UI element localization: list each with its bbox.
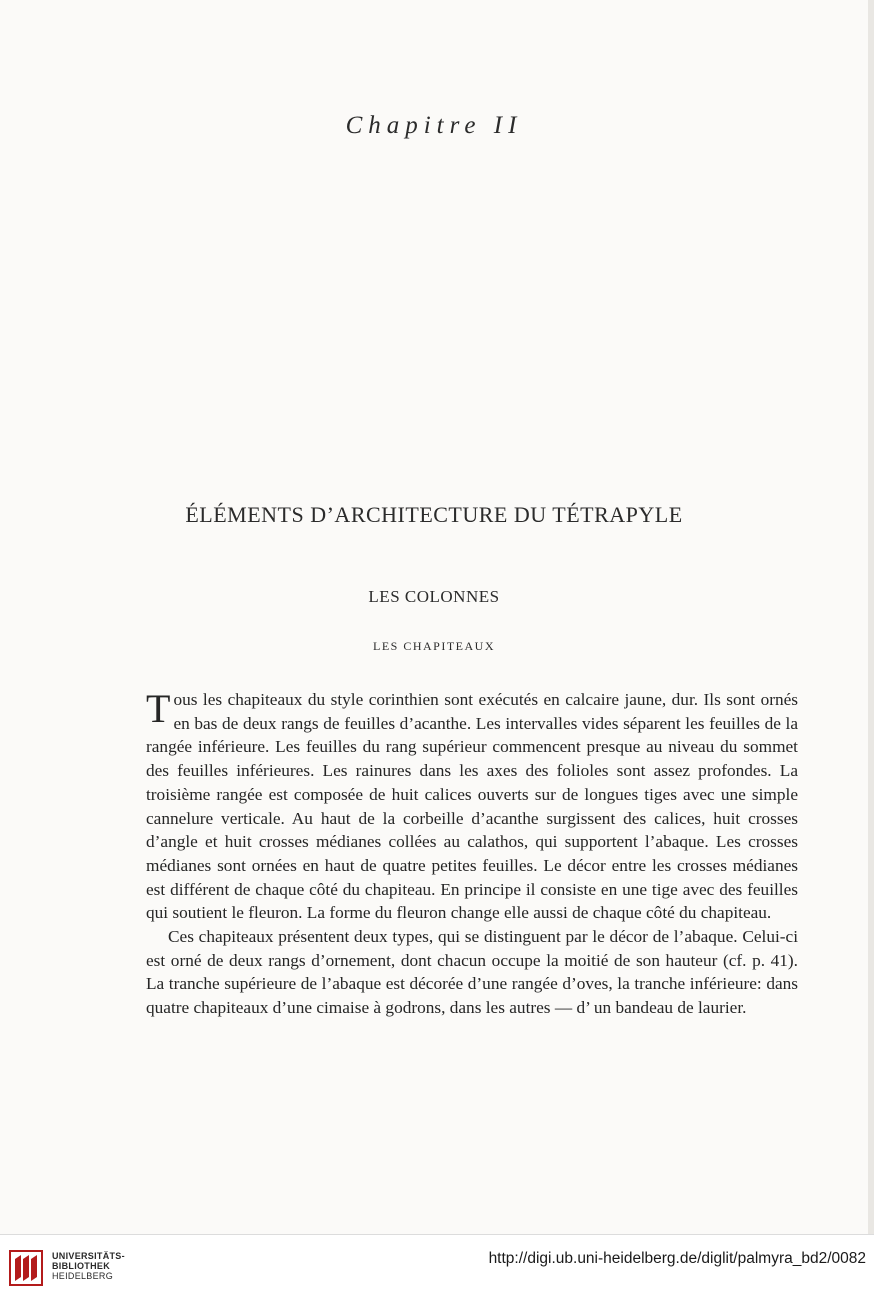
paragraph-2-text: Ces chapiteaux présentent deux types, qui se distinguent par le décor de l’abaque. Celui-ci est orné de deux rangs d’ornement, dont chacun occupe la moitié de son hauteur (cf. p. 41). La tranche supérieure de l’abaque est décorée d’une rangée d’oves, la tranche inférieure: dans quatre chapiteaux d’une cimaise à godrons, dans les autres — d’ un bandeau de laurier.	[146, 927, 798, 1018]
body-text	[146, 688, 798, 1020]
paragraph-1-text: ous les chapiteaux du style corinthien sont exécutés en calcaire jaune, dur. Ils sont ornés en bas de deux rangs de feuilles d’acanthe. Les intervalles vides séparent les feuilles de la rangée inférieure. Les feuilles du rang supérieur commencent presque au niveau du sommet des feuilles inférieures. Les rainures dans les axes des folioles sont assez profondes. La troisième rangée est composée de huit calices ouverts sur de longues tiges avec une simple cannelure verticale. Au haut de la corbeille d’acanthe surgissent des calices, huit crosses d’angle et huit crosses médianes collées au calathos, qui supportent l’abaque. Les crosses médianes sont ornées en haut de quatre petites feuilles. Le décor entre les crosses médianes est différent de chaque côté du chapiteau. En principe il consiste en une tige avec des feuilles qui soutient le fleuron. La forme du fleuron change elle aussi de chaque côté du chapiteau.	[146, 690, 798, 923]
subsection-title: LES COLONNES	[368, 587, 500, 606]
paragraph-2	[146, 925, 798, 1020]
heidelberg-library-logo-icon[interactable]	[8, 1249, 44, 1287]
library-line-3: HEIDELBERG	[52, 1271, 114, 1281]
library-name	[52, 1251, 125, 1281]
drop-cap: T	[146, 686, 171, 731]
subsubsection-title: LES CHAPITEAUX	[373, 639, 495, 653]
library-line-1: UNIVERSITÄTS-	[52, 1251, 125, 1261]
library-line-2: BIBLIOTHEK	[52, 1261, 110, 1271]
section-title: ÉLÉMENTS D’ARCHITECTURE DU TÉTRAPYLE	[185, 502, 683, 527]
footer-bar	[0, 1234, 874, 1298]
page-edge	[868, 0, 874, 1234]
paragraph-1	[146, 688, 798, 925]
chapter-title: Chapitre II	[345, 112, 523, 139]
permalink-url[interactable]: http://digi.ub.uni-heidelberg.de/diglit/palmyra_bd2/0082	[488, 1250, 866, 1267]
